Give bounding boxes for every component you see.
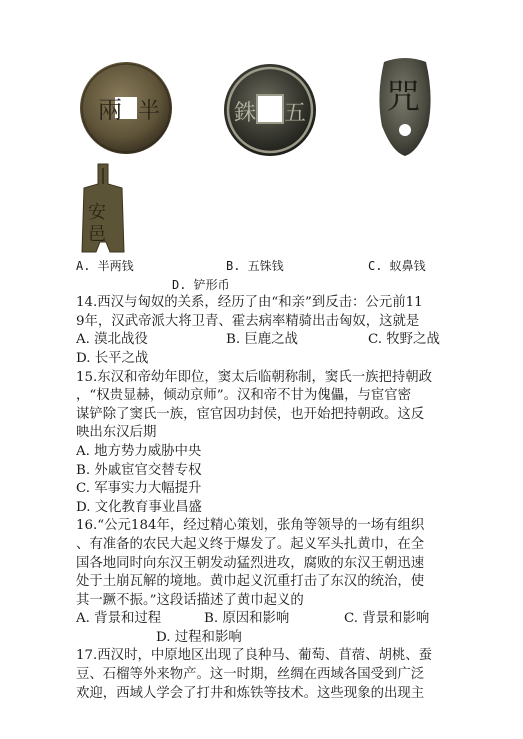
svg-text:邑: 邑 — [88, 224, 106, 245]
coin-images — [0, 0, 523, 260]
q16-stem-1: 16.“公元184年，经过精心策划，张角等领导的一场有组织 — [76, 518, 425, 534]
q15-stem-2: ，“权贵显赫，倾动京师”。汉和帝不甘为傀儡，与宦官密 — [76, 388, 412, 404]
q15-stem-4: 映出东汉后期 — [76, 425, 157, 441]
q16-stem-2: 、有准备的农民大起义终于爆发了。起义军头扎黄巾，在全 — [76, 536, 425, 552]
q13-option-c[interactable]: C. 蚁鼻钱 — [368, 259, 426, 273]
wu-zhu-coin — [222, 62, 318, 158]
question-text — [76, 257, 456, 703]
q16-stem-4: 处于土崩瓦解的境地。黄巾起义沉重打击了东汉的统治，使 — [76, 574, 425, 590]
q13-option-a[interactable]: A. 半两钱 — [76, 259, 134, 273]
q17-stem-2: 豆、石榴等外来物产。这一时期，丝绸在西域各国受到广泛 — [76, 667, 425, 683]
svg-text:五: 五 — [284, 101, 307, 126]
q16-stem-3: 国各地同时向东汉王朝发动猛烈进攻，腐败的东汉王朝迅速 — [76, 555, 425, 571]
svg-text:安: 安 — [88, 202, 106, 223]
q15-option-a[interactable]: A. 地方势力威胁中央 — [76, 443, 202, 459]
q15-option-b[interactable]: B. 外戚宦官交替专权 — [76, 462, 202, 478]
q15-option-c[interactable]: C. 军事实力大幅提升 — [76, 481, 202, 497]
q14-options — [76, 331, 456, 350]
q13-option-b[interactable]: B. 五铢钱 — [226, 259, 284, 273]
q15-stem-3: 谋铲除了窦氏一族，宦官因功封侯，也开始把持朝政。这反 — [76, 406, 425, 422]
q13-options-row1 — [76, 257, 456, 276]
svg-text:兩: 兩 — [98, 96, 122, 124]
q15-stem-1: 15.东汉和帝幼年即位，窦太后临朝称制，窦氏一族把持朝政 — [76, 369, 433, 385]
q13-option-d[interactable]: D. 铲形币 — [172, 277, 230, 292]
q14-option-d[interactable]: D. 长平之战 — [76, 350, 149, 366]
ban-liang-coin — [78, 60, 174, 156]
q16-option-a[interactable]: A. 背景和过程 — [76, 611, 162, 627]
q16-stem-5: 其一蹶不振。”这段话描述了黄巾起义的 — [76, 592, 304, 608]
q15-option-d[interactable]: D. 文化教育事业昌盛 — [76, 499, 202, 515]
q14-option-c[interactable]: C. 牧野之战 — [368, 332, 440, 348]
svg-text:銖: 銖 — [234, 101, 257, 126]
q14-stem-1: 14.西汉与匈奴的关系，经历了由“和亲”到反击：公元前11 — [76, 295, 423, 311]
svg-text:半: 半 — [138, 99, 161, 124]
yi-bi-coin — [374, 56, 436, 158]
q16-option-b[interactable]: B. 原因和影响 — [204, 611, 290, 627]
q16-option-c[interactable]: C. 背景和影响 — [344, 611, 430, 627]
q16-options — [76, 610, 456, 629]
q14-stem-2: 9年，汉武帝派大将卫青、霍去病率精骑出击匈奴，这就是 — [76, 313, 420, 329]
q17-stem-3: 欢迎，西域人学会了打井和炼铁等技术。这些现象的出现主 — [76, 685, 425, 701]
spade-coin — [78, 162, 128, 256]
q17-stem-1: 17.西汉时，中原地区出现了良种马、葡萄、苜蓿、胡桃、蚕 — [76, 648, 433, 664]
q16-option-d[interactable]: D. 过程和影响 — [156, 629, 242, 645]
svg-text:咒: 咒 — [386, 77, 420, 117]
q14-option-a[interactable]: A. 漠北战役 — [76, 332, 148, 348]
q14-option-b[interactable]: B. 巨鹿之战 — [226, 332, 298, 348]
